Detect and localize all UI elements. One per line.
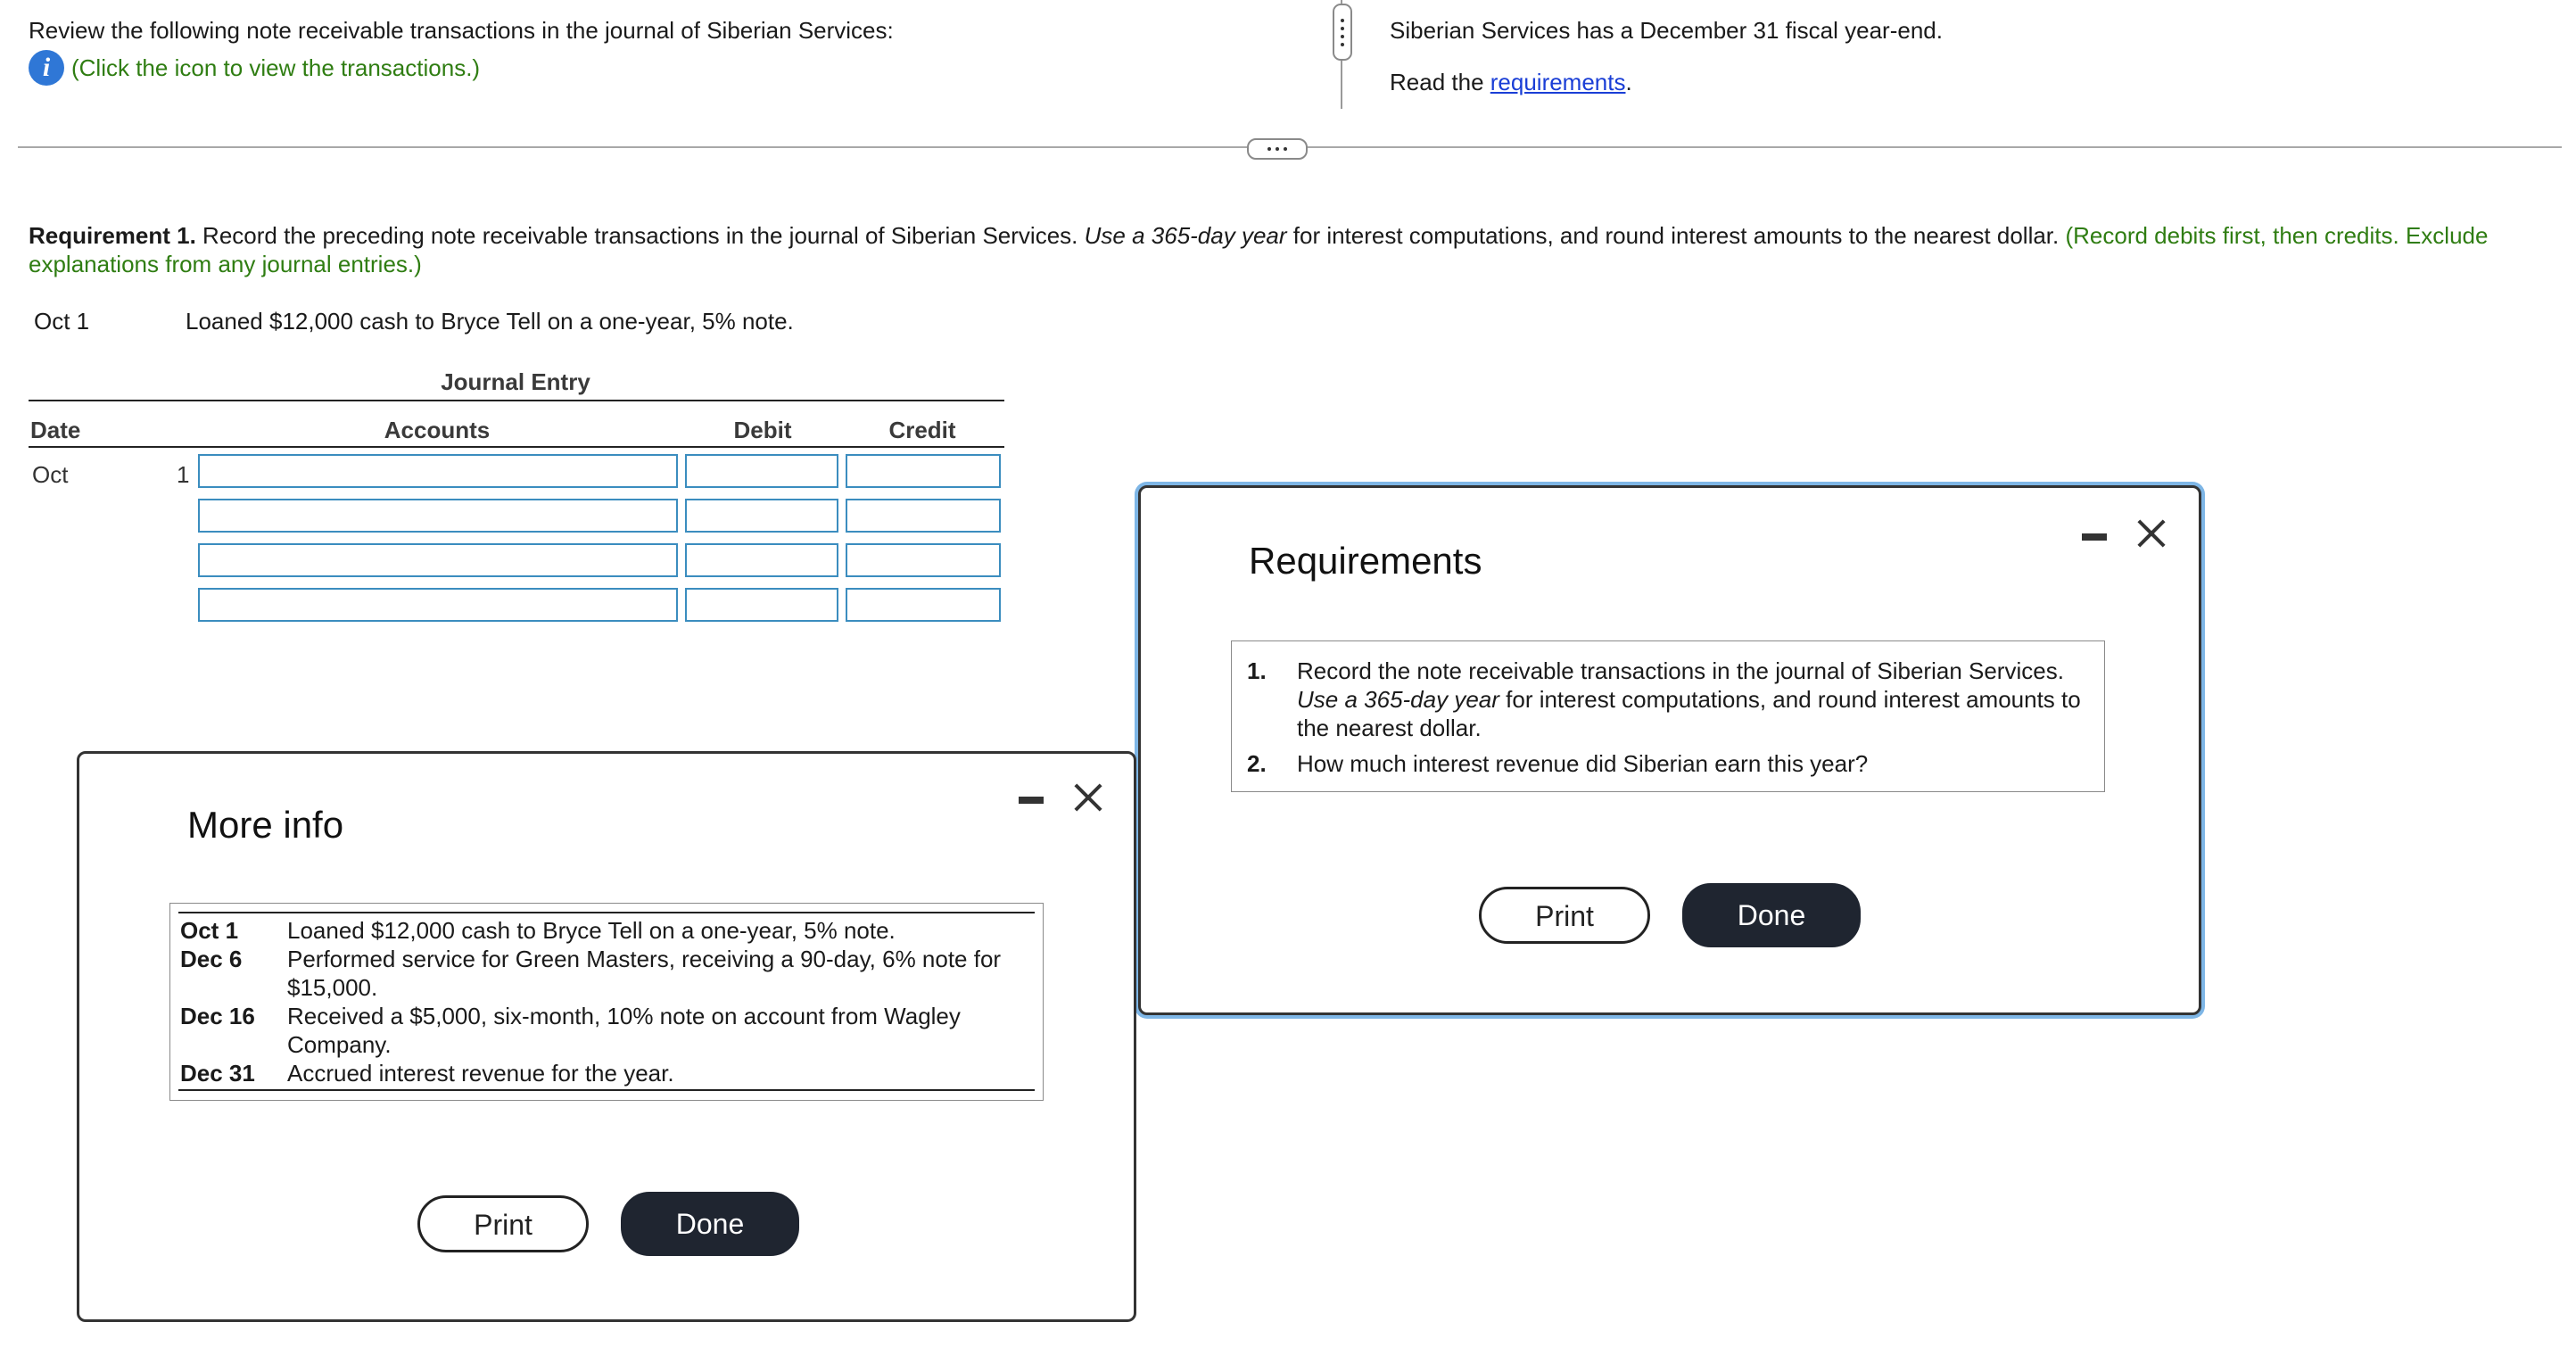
requirements-title: Requirements — [1249, 540, 1482, 582]
more-info-title: More info — [187, 804, 344, 846]
requirement-1-instruction: (Record debits first, then credits. Exclude explanations from any journal entries.) — [29, 222, 2489, 277]
journal-row-month: Oct — [32, 461, 69, 488]
intro-text: Review the following note receivable transactions in the journal of Siberian Services: — [29, 17, 894, 44]
account-input-3[interactable] — [198, 543, 678, 577]
column-header-credit: Credit — [888, 417, 956, 443]
requirement-number: 1. — [1247, 657, 1267, 684]
transaction-row-date: Dec 16 — [180, 1003, 255, 1029]
info-icon[interactable]: i — [29, 50, 64, 86]
column-header-date: Date — [30, 417, 81, 443]
print-button[interactable]: Print — [417, 1195, 589, 1252]
credit-input-2[interactable] — [846, 499, 1001, 533]
account-input-2[interactable] — [198, 499, 678, 533]
requirement-italic: Use a 365-day year — [1297, 686, 1499, 713]
print-button[interactable]: Print — [1479, 887, 1650, 944]
done-button[interactable]: Done — [1682, 883, 1861, 947]
transaction-row-text: Loaned $12,000 cash to Bryce Tell on a one-year, 5% note. — [287, 917, 896, 944]
read-requirements-line — [1390, 68, 1632, 96]
debit-input-3[interactable] — [685, 543, 838, 577]
requirement-1-italic: Use a 365-day year — [1084, 222, 1287, 249]
requirements-link[interactable]: requirements — [1490, 69, 1626, 95]
debit-input-1[interactable] — [685, 454, 838, 488]
view-transactions-link[interactable]: (Click the icon to view the transactions.) — [71, 54, 481, 81]
requirement-rest: for interest computations, and round interest amounts to — [1499, 686, 2081, 713]
requirement-text-line: the nearest dollar. — [1297, 715, 1482, 741]
requirement-1-text-a: Record the preceding note receivable transactions in the journal of Siberian Services. — [195, 222, 1085, 249]
close-icon[interactable] — [1072, 781, 1104, 814]
journal-row-day: 1 — [177, 461, 190, 488]
journal-header-rule — [29, 446, 1004, 448]
close-icon[interactable] — [2135, 517, 2167, 550]
transaction-row-text: Performed service for Green Masters, receiving a 90-day, 6% note for $15,000. — [287, 946, 1002, 1001]
transaction-row-date: Oct 1 — [180, 917, 239, 944]
done-button[interactable]: Done — [621, 1192, 799, 1256]
column-header-debit: Debit — [733, 417, 792, 443]
vertical-splitter-handle[interactable] — [1333, 4, 1352, 61]
read-prefix: Read the — [1390, 69, 1490, 95]
transaction-date: Oct 1 — [34, 308, 90, 335]
credit-input-4[interactable] — [846, 588, 1001, 622]
journal-top-rule — [29, 400, 1004, 401]
minimize-icon[interactable] — [1019, 797, 1044, 804]
requirement-1-text — [29, 221, 2544, 278]
debit-input-2[interactable] — [685, 499, 838, 533]
table-bottom-rule — [178, 1089, 1035, 1091]
column-header-accounts: Accounts — [384, 417, 491, 443]
requirement-1-label: Requirement 1. — [29, 222, 196, 249]
transaction-description: Loaned $12,000 cash to Bryce Tell on a one-year, 5% note. — [186, 308, 794, 335]
requirement-1-text-b: for interest computations, and round interest amounts to the nearest dollar. — [1286, 222, 2066, 249]
fiscal-year-text: Siberian Services has a December 31 fiscal year-end. — [1390, 17, 1943, 44]
transaction-row-date: Dec 31 — [180, 1060, 255, 1087]
requirement-text-line: How much interest revenue did Siberian earn this year? — [1297, 750, 1869, 777]
transaction-row-text: Received a $5,000, six-month, 10% note on account from Wagley Company. — [287, 1003, 961, 1058]
credit-input-3[interactable] — [846, 543, 1001, 577]
read-suffix: . — [1625, 69, 1632, 95]
requirement-number: 2. — [1247, 750, 1267, 777]
account-input-1[interactable] — [198, 454, 678, 488]
requirement-text-line: Record the note receivable transactions in the journal of Siberian Services. — [1297, 657, 2064, 684]
debit-input-4[interactable] — [685, 588, 838, 622]
info-row[interactable] — [29, 50, 480, 86]
transaction-row-text: Accrued interest revenue for the year. — [287, 1060, 674, 1087]
journal-entry-title: Journal Entry — [441, 368, 590, 395]
requirement-text-line — [1297, 685, 2081, 714]
horizontal-splitter-handle[interactable] — [1247, 138, 1308, 160]
table-top-rule — [178, 912, 1035, 913]
account-input-4[interactable] — [198, 588, 678, 622]
minimize-icon[interactable] — [2082, 533, 2107, 541]
transaction-row-date: Dec 6 — [180, 946, 243, 972]
credit-input-1[interactable] — [846, 454, 1001, 488]
